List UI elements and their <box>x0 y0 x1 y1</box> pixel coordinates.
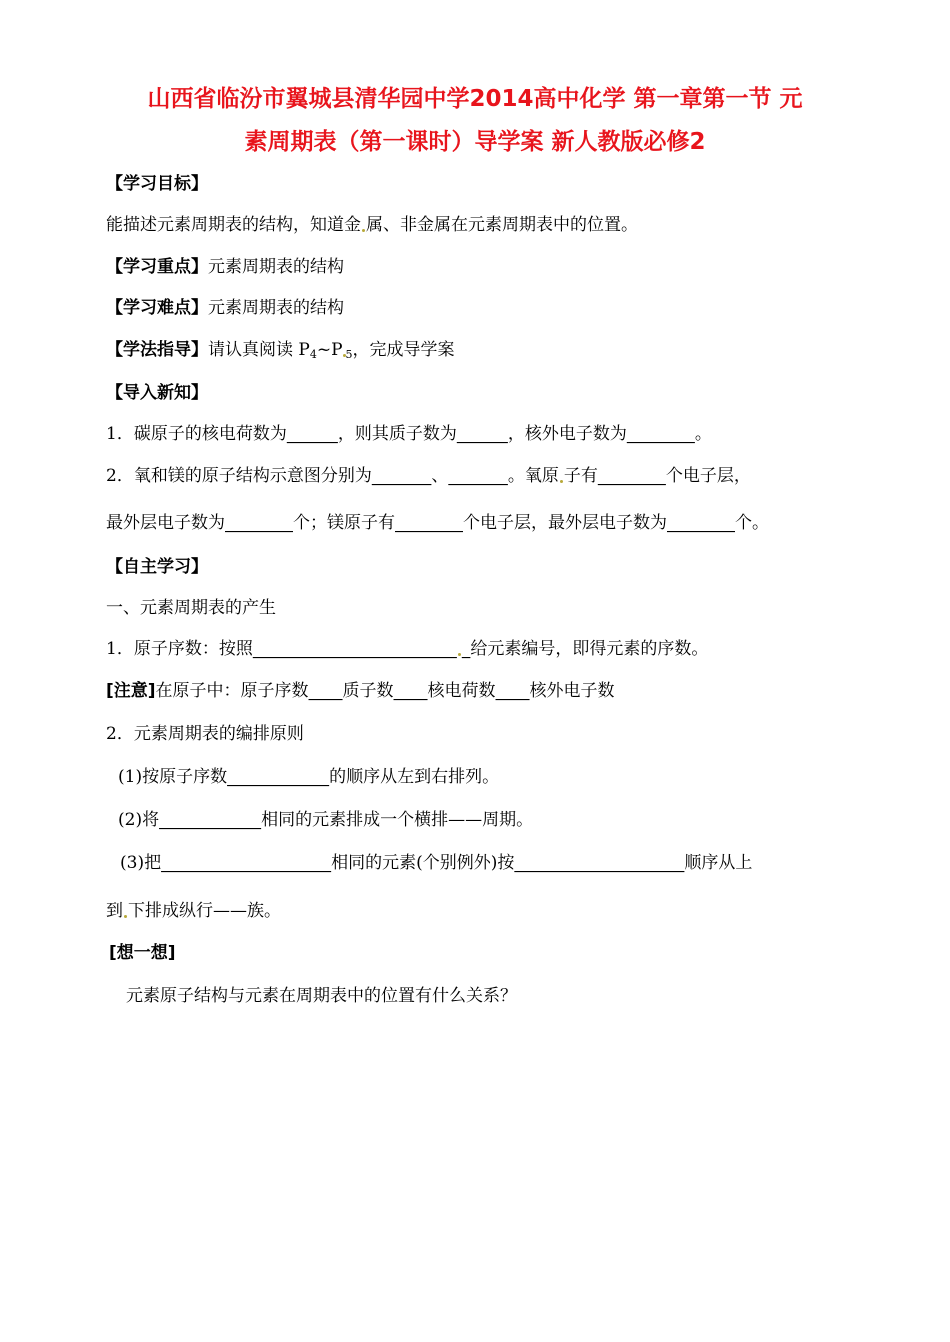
principle-1-text-a: (1)按原子序数 <box>118 767 228 787</box>
mark-dot-icon <box>560 480 563 483</box>
fill-blank[interactable]: ____ <box>495 681 530 701</box>
mark-dot-icon <box>458 653 461 656</box>
principle-1-text-b: 的顺序从左到右排列。 <box>329 767 500 787</box>
goal-heading: 【学习目标】 <box>106 174 208 194</box>
fill-blank[interactable]: ______ <box>456 424 508 444</box>
fill-blank[interactable]: ________ <box>667 513 735 533</box>
principle-2-text-b: 相同的元素排成一个横排——周期。 <box>261 810 534 830</box>
self-study-q1 <box>106 637 708 661</box>
section-heading: 一、元素周期表的产生 <box>106 598 276 618</box>
fill-blank[interactable]: _______ <box>448 466 508 486</box>
method-sub-a: 4 <box>309 348 317 361</box>
note-text-d: 核外电子数 <box>529 681 615 701</box>
principle-3-text-b: 相同的元素(个别例外)按 <box>331 853 515 873</box>
method-text-a: 请认真阅读 P <box>208 340 310 360</box>
self-study-q1-text-a: 1．原子序数：按照 <box>106 639 253 659</box>
goal-text-a: 能描述元素周期表的结构，知道金 <box>106 215 361 235</box>
self-study-heading: 【自主学习】 <box>106 557 208 577</box>
intro-q2b-text-c: 个电子层，最外层电子数为 <box>463 513 667 533</box>
method-line <box>106 338 455 367</box>
fill-blank[interactable]: ________ <box>225 513 293 533</box>
doc-title-line-1: 山西省临汾市翼城县清华园中学2014高中化学 第一章第一节 元 <box>147 86 803 112</box>
principles-heading: 2．元素周期表的编排原则 <box>106 724 304 744</box>
intro-q2b-text-b: 个；镁原子有 <box>293 513 395 533</box>
key-point-text: 元素周期表的结构 <box>208 257 344 277</box>
difficulty-label: 【学习难点】 <box>106 298 208 318</box>
principle-3-text-c: 顺序从上 <box>684 853 753 873</box>
intro-q1-text-b: ，则其质子数为 <box>337 424 457 444</box>
principle-3 <box>120 851 752 875</box>
intro-q2 <box>106 464 751 488</box>
note-text-b: 质子数 <box>342 681 394 701</box>
fill-blank[interactable]: ____ <box>308 681 343 701</box>
fill-blank[interactable]: _ <box>461 639 471 659</box>
intro-q1-text-d: 。 <box>694 424 712 444</box>
intro-heading: 【导入新知】 <box>106 383 208 403</box>
key-point-label: 【学习重点】 <box>106 257 208 277</box>
principle-3-continued <box>106 899 281 923</box>
fill-blank[interactable]: _______ <box>371 466 432 486</box>
intro-q2-text-d: 个电子层， <box>665 466 751 486</box>
think-question: 元素原子结构与元素在周期表中的位置有什么关系？ <box>126 986 517 1006</box>
note-line <box>106 679 615 703</box>
mark-dot-icon <box>124 915 127 918</box>
difficulty-line <box>106 296 344 320</box>
intro-q2-continued <box>106 511 769 535</box>
principle-3b-text-b: 下排成纵行——族。 <box>128 901 281 921</box>
think-heading: [想一想] <box>109 943 176 963</box>
fill-blank[interactable]: ____ <box>393 681 428 701</box>
method-sub-b: 5 <box>345 348 353 361</box>
method-text-b: ，完成导学案 <box>352 340 455 360</box>
intro-q1-text-c: ，核外电子数为 <box>507 424 627 444</box>
method-mid: ~P <box>316 340 343 360</box>
fill-blank[interactable]: ________ <box>597 466 666 486</box>
principle-2 <box>118 808 533 832</box>
note-text-a: 在原子中：原子序数 <box>155 681 309 701</box>
self-study-q1-text-b: 给元素编号，即得元素的序数。 <box>470 639 709 659</box>
method-label: 【学法指导】 <box>106 340 208 360</box>
fill-blank[interactable]: ____________________ <box>514 853 685 873</box>
goal-text <box>106 213 638 237</box>
intro-q2-text-a: 2．氧和镁的原子结构示意图分别为 <box>106 466 372 486</box>
difficulty-text: 元素周期表的结构 <box>208 298 344 318</box>
fill-blank[interactable]: ______ <box>286 424 338 444</box>
principle-1 <box>118 765 499 789</box>
intro-q2-text-c: 。氧原 <box>507 466 559 486</box>
intro-q1-text-a: 1．碳原子的核电荷数为 <box>106 424 287 444</box>
fill-blank[interactable]: ________________________ <box>252 639 457 659</box>
fill-blank[interactable]: ____________ <box>159 810 262 830</box>
fill-blank[interactable]: ____________________ <box>161 853 332 873</box>
fill-blank[interactable]: ________ <box>626 424 695 444</box>
note-text-c: 核电荷数 <box>427 681 496 701</box>
goal-text-b: 属、非金属在元素周期表中的位置。 <box>366 215 638 235</box>
note-label: [注意] <box>106 681 156 701</box>
intro-q2b-text-a: 最外层电子数为 <box>106 513 225 533</box>
intro-q2-text-b: 、 <box>431 466 449 486</box>
fill-blank[interactable]: ________ <box>395 513 463 533</box>
intro-q1 <box>106 422 712 446</box>
mark-dot-icon <box>362 229 365 232</box>
intro-q2b-text-d: 个。 <box>735 513 769 533</box>
key-point-line <box>106 255 344 279</box>
fill-blank[interactable]: ____________ <box>227 767 330 787</box>
principle-2-text-a: (2)将 <box>118 810 160 830</box>
principle-3-text-a: (3)把 <box>120 853 162 873</box>
intro-q2-text-c2: 子有 <box>563 466 598 486</box>
principle-3b-text-a: 到 <box>106 901 123 921</box>
doc-title-line-2: 素周期表（第一课时）导学案 新人教版必修2 <box>244 129 706 155</box>
